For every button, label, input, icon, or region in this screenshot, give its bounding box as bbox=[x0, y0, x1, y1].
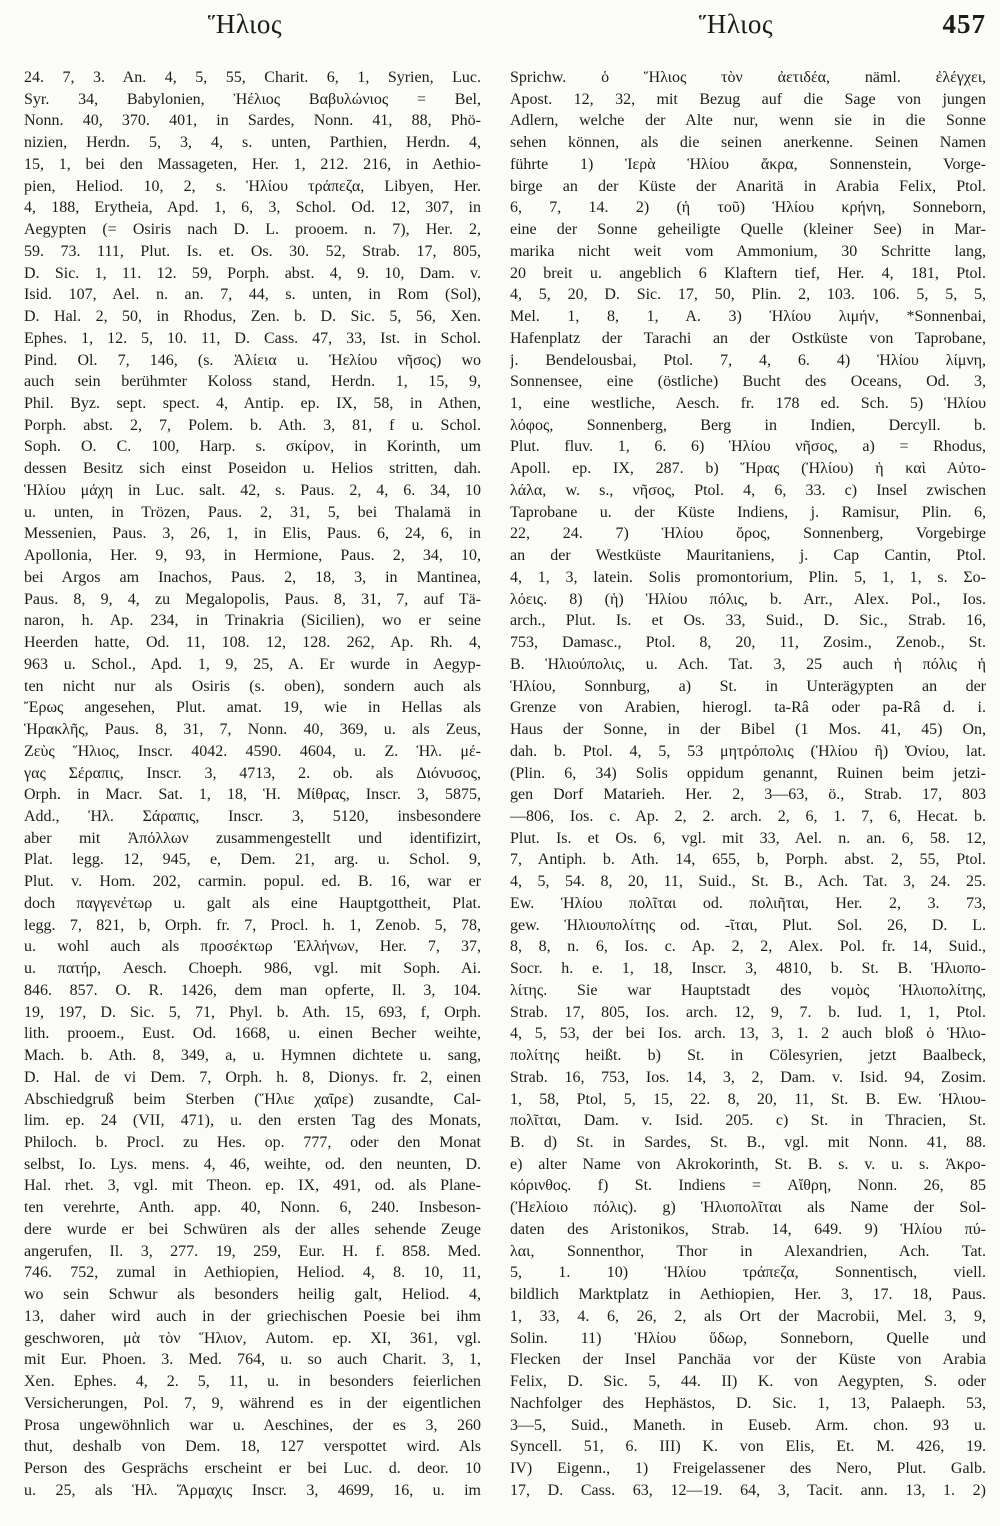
left-column-line: dere wurde er bei Schwüren als der alles sehende Zeuge bbox=[24, 1220, 481, 1238]
left-column-line: Isid. 107, Ael. n. an. 7, 44, s. unten, in Rom (Sol), bbox=[24, 286, 481, 304]
left-column-line: wo sein Schwur als besonders heilig galt, Heliod. 4, bbox=[24, 1286, 481, 1304]
right-column-line: Hafenplatz der Tarachi an der Ostküste von Taprobane, bbox=[510, 329, 986, 347]
right-column-line: Strab. 16, 753, Ios. 14, 3, 2, Dam. v. Isid. 94, Zosim. bbox=[510, 1068, 986, 1086]
right-column-line: birge an der Küste der Anaritä in Arabia Felix, Ptol. bbox=[510, 177, 986, 195]
left-column-line: doch παγγενέτωρ u. galt als eine Hauptgottheit, Plat. bbox=[24, 894, 481, 912]
right-column-line: λίτης. Sie war Hauptstadt des νομὸς Ἡλιοπολίτης, bbox=[510, 981, 986, 999]
left-column-line: lith. prooem., Eust. Od. 1668, u. einen Becher weihte, bbox=[24, 1025, 481, 1043]
left-text-column bbox=[24, 67, 481, 1501]
left-column-line: auch sein berühmter Koloss stand, Herdn. 1, 15, 9, bbox=[24, 373, 481, 391]
left-column-line: 15, 1, bei den Massageten, Her. 1, 212. 216, in Aethio- bbox=[24, 155, 481, 173]
right-column-line: 3—5, Suid., Maneth. in Euseb. Arm. chon. 93 u. bbox=[510, 1416, 986, 1434]
right-column-line: 1, eine westliche, Aesch. fr. 178 ed. Sch. 5) Ἡλίου bbox=[510, 395, 986, 413]
left-column-line: 59. 73. 111, Plut. Is. et. Os. 30. 52, Strab. 17, 805, bbox=[24, 242, 481, 260]
right-column-line: Ἡλίου, Sonnburg, a) St. in Unterägypten an der bbox=[510, 677, 986, 695]
left-column-line: Person des Gesprächs erscheint er bei Luc. d. deor. 10 bbox=[24, 1460, 481, 1477]
right-column-line: πολίτης heißt. b) St. in Cölesyrien, jetzt Baalbeck, bbox=[510, 1047, 986, 1065]
right-column-line: Plut. Is. et Os. 6, vgl. mit 33, Ael. n. an. 6, 58. 12, bbox=[510, 829, 986, 847]
left-column-line: nizien, Herdn. 5, 3, 4, s. unten, Parthien, Herdn. 4, bbox=[24, 134, 481, 152]
right-column-line: arch., Plut. Is. et Os. 33, Suid., D. Sic., Strab. 16, bbox=[510, 612, 986, 630]
left-column-line: Apollonia, Her. 9, 93, in Hermione, Paus. 2, 34, 10, bbox=[24, 547, 481, 565]
right-column-line: Socr. h. e. 1, 18, Inscr. 3, 4810, b. St. B. Ἡλιοπο- bbox=[510, 960, 986, 978]
right-column-line: IV) Eigenn., 1) Freigelassener des Nero, Plut. Galb. bbox=[510, 1460, 986, 1477]
right-column-line: 20 breit u. angeblich 6 Klaftern tief, Her. 4, 181, Ptol. bbox=[510, 264, 986, 282]
left-column-line: pien, Heliod. 10, 2, s. Ἡλίου τράπεζα, Libyen, Her. bbox=[24, 177, 481, 195]
left-column-line: lim. ep. 24 (VII, 471), u. den ersten Tag des Monats, bbox=[24, 1112, 481, 1130]
left-column-line: Aegypten (= Osiris nach D. L. prooem. n. 7), Her. 2, bbox=[24, 221, 481, 239]
left-column-line: Prosa ungewöhnlich war u. Aeschines, der es 3, 260 bbox=[24, 1416, 481, 1434]
right-column-line: Apost. 12, 32, mit Bezug auf die Sage von jungen bbox=[510, 90, 986, 108]
left-column-line: Heerden hatte, Od. 11, 108. 12, 128. 262, Ap. Rh. 4, bbox=[24, 634, 481, 652]
right-column-line: λόεις. 8) (ἡ) Ἡλίου πόλις, b. Arr., Alex. Pol., Ios. bbox=[510, 590, 986, 608]
left-column-line: 24. 7, 3. An. 4, 5, 55, Charit. 6, 1, Syrien, Luc. bbox=[24, 69, 481, 86]
left-column-line: dessen Besitz sich einst Poseidon u. Helios stritten, dah. bbox=[24, 460, 481, 478]
right-column-line: Plut. fluv. 1, 6. 6) Ἡλίου νῆσος, a) = Rhodus, bbox=[510, 438, 986, 456]
right-column-line: Ew. Ἡλίου πολῖται od. πολιῆται, Her. 2, 3. 73, bbox=[510, 894, 986, 912]
right-column-line: an der Westküste Mauritaniens, j. Cap Cantin, Ptol. bbox=[510, 547, 986, 565]
right-column-line: Sprichw. ὁ Ἥλιος τὸν ἀετιδέα, näml. ἐλέγχει, bbox=[510, 69, 986, 86]
right-column-line: Haus der Sonne, in der Bibel (1 Mos. 41, 45) On, bbox=[510, 721, 986, 739]
right-column-line: —806, Ios. c. Ap. 2, 2. arch. 2, 6, 1. 7, 6, Hecat. b. bbox=[510, 807, 986, 825]
right-column-line: λαι, Sonnenthor, Thor in Alexandrien, Ach. Tat. bbox=[510, 1242, 986, 1260]
right-column-line: 4, 5, 53, der bei Ios. arch. 13, 3, 1. 2 auch bloß ὁ Ἡλιο- bbox=[510, 1025, 986, 1043]
right-column-line: bildlich Marktplatz in Aethiopien, Her. 3, 17. 18, Paus. bbox=[510, 1286, 986, 1304]
left-column-line: u. 25, als Ἡλ. Ἅρμαχις Inscr. 3, 4699, 16, u. im bbox=[24, 1481, 481, 1499]
left-column-line: Paus. 8, 9, 4, zu Megalopolis, Paus. 8, 31, 7, auf Tä- bbox=[24, 590, 481, 608]
left-column-line: Syr. 34, Babylonien, Ἠέλιος Βαβυλώνιος = Bel, bbox=[24, 90, 481, 108]
right-column-line: gen Dorf Matarieh. Her. 2, 3—63, ö., Strab. 17, 803 bbox=[510, 786, 986, 804]
page-number: 457 bbox=[942, 9, 986, 39]
right-column-line: (Plin. 6, 34) Solis oppidum genannt, Ruinen beim jetzi- bbox=[510, 764, 986, 782]
right-column-line: 8, 8, n. 6, Ios. c. Ap. 2, 2, Alex. Pol. fr. 14, Suid., bbox=[510, 938, 986, 956]
left-column-line: 19, 197, D. Sic. 5, 71, Phyl. b. Ath. 15, 693, f, Orph. bbox=[24, 1003, 481, 1021]
left-column-line: u. πατήρ, Aesch. Choeph. 986, vgl. mit Soph. Ai. bbox=[24, 960, 481, 978]
right-column-line: 5, 1. 10) Ἡλίου τράπεζα, Sonnentisch, viell. bbox=[510, 1264, 986, 1282]
left-column-line: aber mit Ἀπόλλων zusammengestellt und identifizirt, bbox=[24, 829, 481, 847]
left-column-line: mit Eur. Phoen. 3. Med. 764, u. so auch Charit. 3, 1, bbox=[24, 1351, 481, 1369]
right-column-line: Syncell. 51, 6. III) K. von Elis, Et. M. 426, 19. bbox=[510, 1438, 986, 1456]
left-column-line: Ephes. 1, 12. 5, 10. 11, D. Cass. 47, 33, Ist. in Schol. bbox=[24, 329, 481, 347]
left-column-line: legg. 7, 821, b, Orph. fr. 7, Procl. h. 1, Zenob. 5, 78, bbox=[24, 916, 481, 934]
left-column-line: Pind. Ol. 7, 146, (s. Ἁλίεια u. Ἠελίου νῆσος) wo bbox=[24, 351, 481, 369]
left-column-line: 746. 752, zumal in Aethiopien, Heliod. 4, 8. 10, 11, bbox=[24, 1264, 481, 1282]
left-column-line: Versicherungen, Pol. 7, 9, während es in der eigentlichen bbox=[24, 1394, 481, 1412]
right-column-line: 1, 33, 4. 6, 26, 2, als Ort der Macrobii, Mel. 3, 9, bbox=[510, 1307, 986, 1325]
right-column-line: λάλα, w. s., νῆσος, Ptol. 4, 6, 33. c) Insel zwischen bbox=[510, 481, 986, 499]
right-column-line: j. Bendelousbai, Ptol. 7, 4, 6. 4) Ἡλίου λίμνη, bbox=[510, 351, 986, 369]
left-column-line: u. wohl auch als προσέκτωρ Ἑλλήνων, Her. 7, 37, bbox=[24, 938, 481, 956]
right-column-line: 6, 7, 14. 2) (ἡ τοῦ) Ἡλίου κρήνη, Sonneborn, bbox=[510, 199, 986, 217]
left-column-line: Plat. legg. 12, 945, e, Dem. 21, arg. u. Schol. 9, bbox=[24, 851, 481, 869]
right-column-line: B. d) St. in Sardes, St. B., vgl. mit Nonn. 41, 88. bbox=[510, 1133, 986, 1151]
left-column-line: Philoch. b. Procl. zu Hes. op. 777, oder den Monat bbox=[24, 1133, 481, 1151]
right-column-line: Strab. 17, 805, Ios. arch. 12, 9, 7. b. Iud. 1, 1, Ptol. bbox=[510, 1003, 986, 1021]
right-column-line: sehen können, als die seinen anerkenne. Seinen Namen bbox=[510, 134, 986, 152]
left-column-line: ten nicht nur als Osiris (s. oben), sondern auch als bbox=[24, 677, 481, 695]
right-column-line: πολῖται, Dam. v. Isid. 205. c) St. in Thracien, St. bbox=[510, 1112, 986, 1130]
left-column-line: D. Sic. 1, 11. 12. 59, Porph. abst. 4, 9. 10, Dam. v. bbox=[24, 264, 481, 282]
right-column-line: Apoll. ep. IX, 287. b) Ἥρας (Ἡλίου) ἡ καὶ Αὐτο- bbox=[510, 460, 986, 478]
left-column-line: D. Hal. de vi Dem. 7, Orph. h. 8, Dionys. fr. 2, einen bbox=[24, 1068, 481, 1086]
left-column-line: 4, 188, Erytheia, Apd. 1, 6, 3, Schol. Od. 12, 307, in bbox=[24, 199, 481, 217]
right-column-line: 4, 5, 54. 8, 20, 11, Suid., St. B., Ach. Tat. 3, 24. 25. bbox=[510, 873, 986, 891]
right-column-line: Taprobane u. der Küste Indiens, j. Ramisur, Plin. 6, bbox=[510, 503, 986, 521]
right-column-line: 1, 58, Ptol, 5, 15, 22. 8, 20, 11, St. B. Ew. Ἡλιου- bbox=[510, 1090, 986, 1108]
left-column-line: Add., Ἡλ. Σάραπις, Inscr. 3, 5120, insbesondere bbox=[24, 807, 481, 825]
left-column-line: 13, daher wird auch in der griechischen Poesie bei ihm bbox=[24, 1307, 481, 1325]
left-column-line: Xen. Ephes. 4, 2. 5, 11, u. in besonders feierlichen bbox=[24, 1373, 481, 1391]
right-column-line: Grenze von Arabien, hierogl. ta-Râ oder pa-Râ d. i. bbox=[510, 699, 986, 717]
left-column-line: thut, deshalb von Dem. 18, 127 verspottet wird. Als bbox=[24, 1438, 481, 1456]
left-column-line: selbst, Io. Lys. mens. 4, 46, weihte, od. den neunten, D. bbox=[24, 1155, 481, 1173]
right-column-line: Sonnensee, eine (östliche) Bucht des Oceans, Od. 3, bbox=[510, 373, 986, 391]
running-head-left: Ἥλιος bbox=[207, 9, 283, 39]
right-column-line: Felix, D. Sic. 5, 44. II) K. von Aegypten, S. oder bbox=[510, 1373, 986, 1391]
left-column-line: Ἡλίου μάχη in Luc. salt. 42, s. Paus. 2, 4, 6. 34, 10 bbox=[24, 481, 481, 499]
left-column-line: Plut. v. Hom. 202, carmin. popul. ed. B. 16, war er bbox=[24, 873, 481, 891]
right-column-line: Solin. 11) Ἡλίου ὕδωρ, Sonneborn, Quelle und bbox=[510, 1329, 986, 1347]
right-column-line: Adlern, welche der Alte nur, wenn sie in die Sonne bbox=[510, 112, 986, 130]
left-column-line: ten verehrte, Anth. app. 40, Nonn. 6, 240. Insbeson- bbox=[24, 1199, 481, 1217]
right-column-line: 4, 1, 3, latein. Solis promontorium, Plin. 5, 1, 1, s. Σο- bbox=[510, 568, 986, 586]
left-column-line: γας Σέραπις, Inscr. 3, 4713, 2. ob. als Διόνυσος, bbox=[24, 764, 481, 782]
left-column-line: Phil. Byz. sept. spect. 4, Antip. ep. IX, 58, in Athen, bbox=[24, 395, 481, 413]
left-column-line: D. Hal. 2, 50, in Rhodus, Zen. b. D. Sic. 5, 56, Xen. bbox=[24, 308, 481, 326]
right-column-line: 22, 24. 7) Ἡλίου ὄρος, Sonnenberg, Vorgebirge bbox=[510, 525, 986, 543]
right-column-line: e) alter Name von Akrokorinth, St. B. s. v. u. s. Ἀκρο- bbox=[510, 1155, 986, 1173]
right-column-line: (Ἠελίοιο πόλις). g) Ἡλιοπολῖται als Name der Sol- bbox=[510, 1199, 986, 1217]
left-column-line: u. unten, in Trözen, Paus. 2, 31, 5, bei Thalamä in bbox=[24, 503, 481, 521]
right-column-line: 4, 5, 20, D. Sic. 17, 50, Plin. 2, 103. 106. 5, 5, 5, bbox=[510, 286, 986, 304]
right-column-line: λόφος, Sonnenberg, Berg in Indien, Dercyll. b. bbox=[510, 416, 986, 434]
right-column-line: daten des Aristonikos, Strab. 14, 649. 9) Ἡλίου πύ- bbox=[510, 1220, 986, 1238]
right-column-line: 7, Antiph. b. Ath. 14, 655, b, Porph. abst. 2, 55, Ptol. bbox=[510, 851, 986, 869]
left-column-line: Messenien, Paus. 3, 26, 1, in Elis, Paus. 6, 24, 6, in bbox=[24, 525, 481, 543]
right-column-line: gew. Ἡλιουπολίτης od. -ῖται, Plut. Sol. 26, D. L. bbox=[510, 916, 986, 934]
right-column-line: 17, D. Cass. 63, 12—19. 64, 3, Tacit. ann. 13, 1. 2) bbox=[510, 1481, 986, 1499]
right-column-line: eine der Sonne geheiligte Quelle (kleiner See) in Mar- bbox=[510, 221, 986, 239]
left-column-line: Nonn. 40, 370. 401, in Sardes, Nonn. 41, 88, Phö- bbox=[24, 112, 481, 130]
left-column-line: Mach. b. Ath. 8, 349, a, u. Hymnen dichtete u. sang, bbox=[24, 1047, 481, 1065]
right-column-line: 753, Damasc., Ptol. 8, 20, 11, Zosim., Zenob., St. bbox=[510, 634, 986, 652]
right-column-line: Flecken der Insel Panchäa vor der Küste von Arabia bbox=[510, 1351, 986, 1369]
left-column-line: Porph. abst. 2, 7, Polem. b. Ath. 3, 81, f u. Schol. bbox=[24, 416, 481, 434]
left-column-line: Ἡρακλῆς, Paus. 8, 31, 7, Nonn. 40, 369, u. als Zeus, bbox=[24, 721, 481, 739]
right-column-line: dah. b. Ptol. 4, 5, 53 μητρόπολις (Ἡλίου ἢ) Ὀνίου, lat. bbox=[510, 742, 986, 760]
right-column-line: führte 1) Ἱερὰ Ἡλίου ἄκρα, Sonnenstein, Vorge- bbox=[510, 155, 986, 173]
left-column-line: geschworen, μὰ τὸν Ἥλιον, Autom. ep. XI, 361, vgl. bbox=[24, 1329, 481, 1347]
left-column-line: 963 u. Schol., Apd. 1, 9, 25, A. Er wurde in Aegyp- bbox=[24, 655, 481, 673]
right-column-line: Mel. 1, 8, 1, A. 3) Ἡλίου λιμήν, *Sonnenbai, bbox=[510, 308, 986, 326]
left-column-line: angerufen, Il. 3, 277. 19, 259, Eur. H. f. 858. Med. bbox=[24, 1242, 481, 1260]
left-column-line: 846. 857. O. R. 1426, dem man opferte, Il. 3, 104. bbox=[24, 981, 481, 999]
running-head-right: Ἥλιος bbox=[698, 9, 774, 39]
left-column-line: naron, h. Ap. 234, in Trinakria (Sicilien), wo er seine bbox=[24, 612, 481, 630]
left-column-line: Hal. rhet. 3, vgl. mit Theon. ep. IX, 491, od. als Plane- bbox=[24, 1177, 481, 1195]
left-column-line: bei Argos am Inachos, Paus. 2, 18, 3, in Mantinea, bbox=[24, 568, 481, 586]
left-column-line: Abschiedgruß beim Sterben (Ἥλιε χαῖρε) zusandte, Cal- bbox=[24, 1090, 481, 1108]
right-column-line: B. Ἡλιούπολις, u. Ach. Tat. 3, 25 auch ἡ πόλις ἡ bbox=[510, 655, 986, 673]
right-column-line: marika nicht weit vom Ammonium, 30 Schritte lang, bbox=[510, 242, 986, 260]
left-column-line: Ζεὺς Ἥλιος, Inscr. 4042. 4590. 4604, u. Ζ. Ἡλ. μέ- bbox=[24, 742, 481, 760]
left-column-line: Ἔρως angesehen, Plut. amat. 19, wie in Hellas als bbox=[24, 699, 481, 717]
right-column-line: κόρινθος. f) St. Indiens = Αἴθρη, Nonn. 26, 85 bbox=[510, 1177, 986, 1195]
right-text-column bbox=[510, 67, 986, 1501]
right-column-line: Nachfolger des Hephästos, D. Sic. 1, 13, Palaeph. 53, bbox=[510, 1394, 986, 1412]
left-column-line: Soph. O. C. 100, Harp. s. σκίρον, in Korinth, um bbox=[24, 438, 481, 456]
left-column-line: Orph. in Macr. Sat. 1, 18, Ἡ. Μίθρας, Inscr. 3, 5875, bbox=[24, 786, 481, 804]
